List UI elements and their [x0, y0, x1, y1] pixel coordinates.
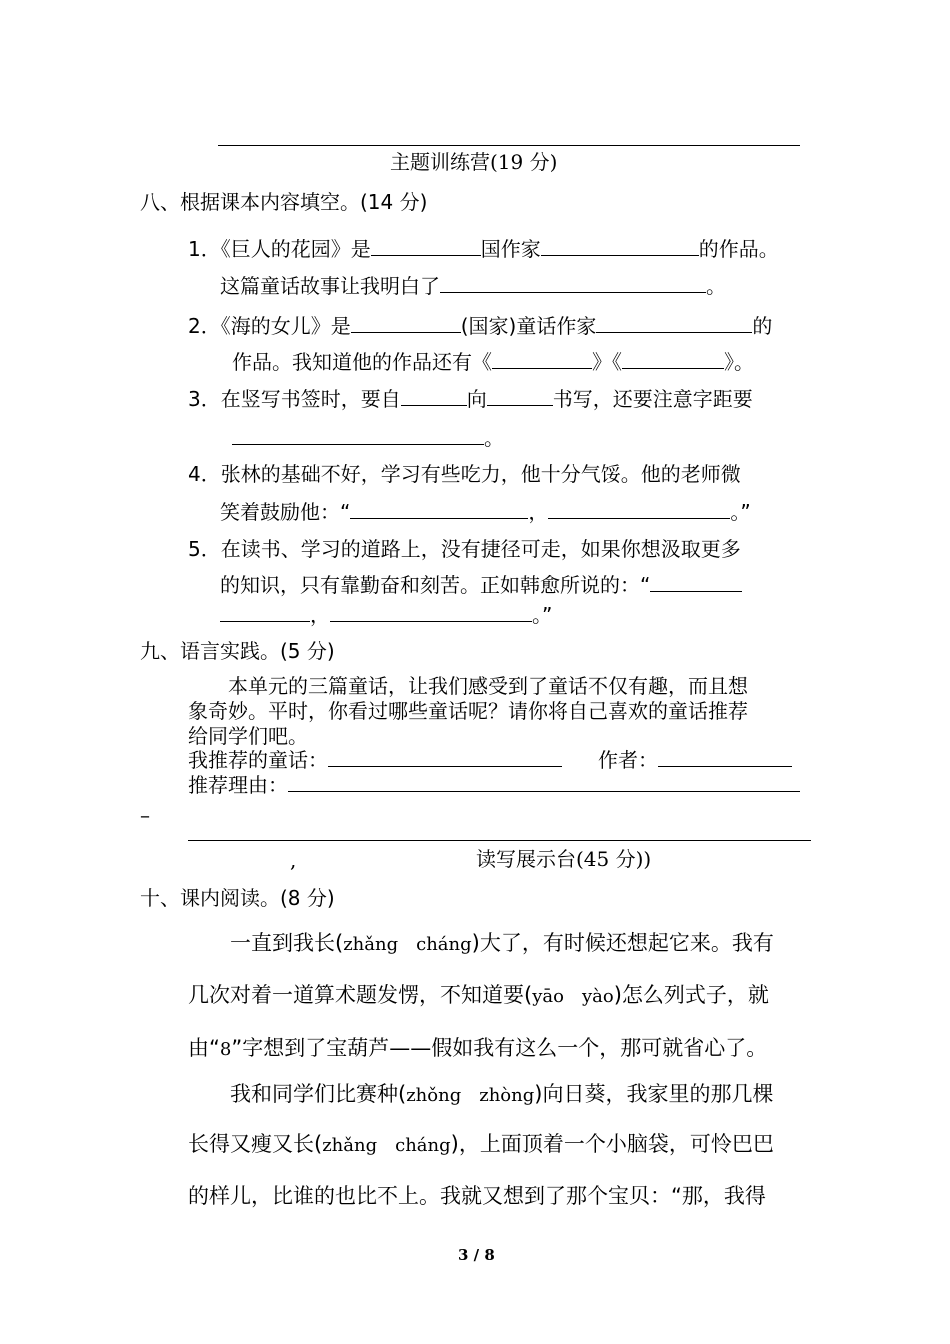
q9-paragraph-line-1: 本单元的三篇童话，让我们感受到了童话不仅有趣，而且想 [228, 674, 748, 698]
blank-field[interactable] [487, 387, 553, 406]
text: )怎么列式子，就 [613, 983, 769, 1007]
q8-item-1-line-1 [188, 237, 779, 261]
text: (国家)童话作家 [460, 314, 597, 338]
blank-field[interactable] [622, 350, 724, 369]
text: 。 [706, 274, 726, 298]
text: ， [310, 603, 330, 627]
pinyin: yāo yào [532, 986, 614, 1007]
text: 一直到我长( [230, 931, 344, 955]
q8-item-3-line-1 [188, 387, 753, 411]
blank-field[interactable] [371, 237, 481, 256]
text: 笑着鼓励他：“ [220, 500, 351, 524]
text: 《巨人的花园》是 [220, 237, 371, 261]
q9-paragraph-line-2: 象奇妙。平时，你看过哪些童话呢？请你将自己喜欢的童话推荐 [188, 699, 748, 723]
section-title-reading: 读写展示台(45 分)) [476, 847, 652, 871]
blank-field[interactable] [541, 237, 699, 256]
text: 在竖写书签时，要自 [220, 387, 401, 411]
reading-line-5 [188, 1131, 774, 1159]
blank-field[interactable] [351, 314, 461, 333]
blank-field[interactable] [548, 500, 730, 519]
q8-item-2-line-2 [232, 350, 754, 374]
digit: 8 [219, 1039, 232, 1060]
text: 。 [484, 426, 504, 450]
recommend-field[interactable] [328, 748, 562, 767]
reading-line-3 [188, 1035, 767, 1063]
text: 的作品。 [698, 237, 779, 261]
text: 在读书、学习的道路上，没有捷径可走，如果你想汲取更多 [220, 537, 741, 561]
reason-line-2[interactable] [188, 840, 811, 841]
text: 由“ [188, 1036, 220, 1060]
q8-item-2-line-1 [188, 314, 772, 338]
item-number: 4． [188, 462, 221, 486]
reading-line-2 [188, 982, 769, 1010]
text: ， [528, 500, 549, 524]
q8-item-4-line-2 [220, 500, 751, 524]
reading-line-6 [188, 1183, 766, 1209]
item-number: 3． [188, 387, 221, 411]
q8-heading: 八、根据课本内容填空。(14 分) [140, 190, 428, 214]
text: )大了，有时候还想起它来。我有 [471, 931, 774, 955]
text: 》。 [724, 350, 754, 374]
blank-field[interactable] [401, 387, 467, 406]
reading-line-4 [230, 1081, 773, 1109]
q8-item-5-line-2 [220, 573, 742, 597]
reading-line-1 [230, 930, 774, 958]
author-field[interactable] [658, 748, 792, 767]
q8-item-1-line-2 [220, 274, 726, 298]
text: ”字想到了宝葫芦——假如我有这么一个，那可就省心了。 [231, 1036, 768, 1060]
top-rule [218, 145, 800, 146]
stray-dash: – [140, 803, 150, 827]
section-title-theme: 主题训练营(19 分) [390, 150, 558, 174]
blank-field[interactable] [440, 274, 706, 293]
q8-item-5-line-1 [188, 537, 741, 561]
blank-field[interactable] [232, 426, 484, 445]
text: 这篇童话故事让我明白了 [220, 274, 440, 298]
blank-field[interactable] [330, 603, 532, 622]
q8-item-5-line-3 [220, 603, 552, 627]
q8-item-3-line-2 [232, 426, 504, 450]
text: 《海的女儿》是 [220, 314, 351, 338]
text: 的样儿，比谁的也比不上。我就又想到了那个宝贝：“那，我得 [188, 1184, 766, 1208]
text: 》《 [592, 350, 622, 374]
author-row [598, 748, 792, 772]
text: 几次对着一道算术题发愣，不知道要( [188, 983, 533, 1007]
reason-field[interactable] [288, 773, 800, 792]
text: 书写，还要注意字距要 [552, 387, 753, 411]
text: 的 [752, 314, 773, 338]
text: 国作家 [480, 237, 541, 261]
text: 作品。我知道他的作品还有《 [232, 350, 492, 374]
text: 。” [730, 500, 751, 524]
pinyin: zhǎng cháng [343, 934, 472, 955]
blank-field[interactable] [220, 603, 310, 622]
page-number: 3 / 8 [458, 1246, 495, 1264]
text: )向日葵，我家里的那几棵 [534, 1082, 774, 1106]
blank-field[interactable] [650, 573, 742, 592]
text: 的知识，只有靠勤奋和刻苦。正如韩愈所说的：“ [220, 573, 651, 597]
blank-field[interactable] [492, 350, 592, 369]
text: 向 [466, 387, 487, 411]
text: 长得又瘦又长( [188, 1132, 323, 1156]
text: 。” [532, 603, 553, 627]
pinyin: zhǒng zhòng [406, 1085, 535, 1106]
q8-item-4-line-1 [188, 462, 741, 486]
blank-field[interactable] [350, 500, 528, 519]
pinyin: zhǎng cháng [322, 1135, 451, 1156]
text: )，上面顶着一个小脑袋，可怜巴巴 [450, 1132, 774, 1156]
text: 张林的基础不好，学习有些吃力，他十分气馁。他的老师微 [220, 462, 741, 486]
q9-paragraph-line-3: 给同学们吧。 [188, 724, 308, 748]
recommend-label: 我推荐的童话： [188, 748, 328, 772]
author-label: 作者： [598, 748, 658, 772]
item-number: 1． [188, 237, 221, 261]
text: 我和同学们比赛种( [230, 1082, 407, 1106]
blank-field[interactable] [596, 314, 752, 333]
reason-label: 推荐理由： [188, 773, 288, 797]
item-number: 2． [188, 314, 221, 338]
item-number: 5． [188, 537, 221, 561]
stray-comma: , [290, 848, 297, 872]
reason-row [188, 773, 800, 797]
q10-heading: 十、课内阅读。(8 分) [140, 886, 335, 910]
q9-heading: 九、语言实践。(5 分) [140, 639, 335, 663]
recommend-row [188, 748, 562, 772]
